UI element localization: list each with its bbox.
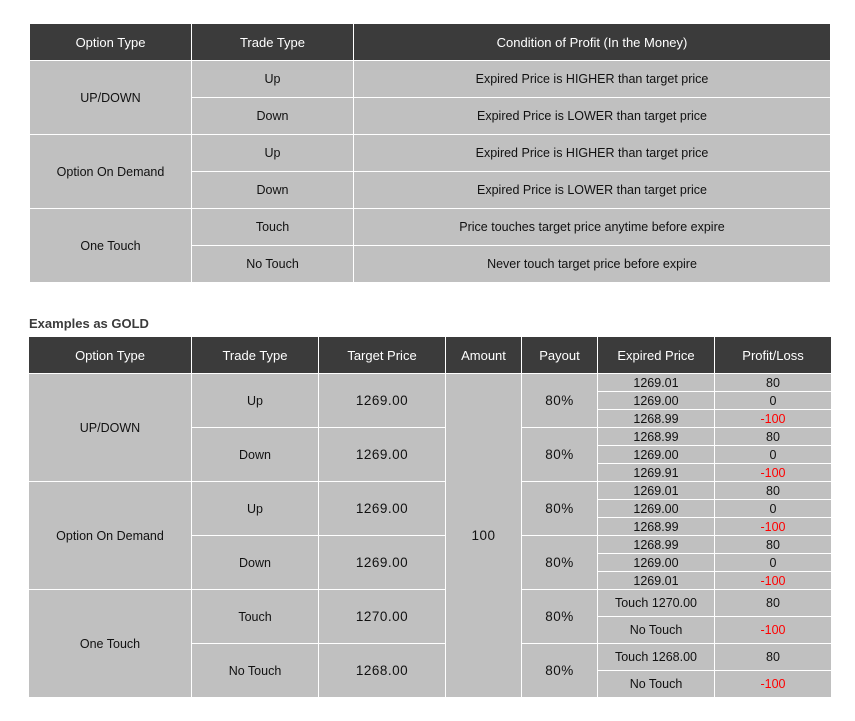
target-price-cell: 1269.00 <box>319 428 446 482</box>
expired-price-cell: 1269.01 <box>598 482 715 500</box>
conditions-table <box>29 23 831 283</box>
table-row <box>30 135 831 172</box>
profit-loss-cell: 0 <box>715 500 832 518</box>
profit-loss-cell: 80 <box>715 644 832 671</box>
option-type-cell: UP/DOWN <box>29 374 192 482</box>
examples-header-row <box>29 337 832 374</box>
payout-cell: 80% <box>522 428 598 482</box>
profit-loss-cell: 80 <box>715 590 832 617</box>
option-type-cell: UP/DOWN <box>30 61 192 135</box>
condition-cell: Expired Price is HIGHER than target price <box>354 135 831 172</box>
payout-cell: 80% <box>522 374 598 428</box>
trade-type-cell: Touch <box>192 209 354 246</box>
payout-cell: 80% <box>522 644 598 698</box>
trade-type-cell: Up <box>192 482 319 536</box>
option-type-cell: One Touch <box>30 209 192 283</box>
condition-cell: Expired Price is LOWER than target price <box>354 172 831 209</box>
table-row <box>29 590 832 617</box>
trade-type-cell: Up <box>192 135 354 172</box>
expired-price-cell: Touch 1270.00 <box>598 590 715 617</box>
expired-price-cell: Touch 1268.00 <box>598 644 715 671</box>
trade-type-cell: Down <box>192 172 354 209</box>
expired-price-cell: 1268.99 <box>598 410 715 428</box>
table-row <box>29 482 832 500</box>
expired-price-cell: 1269.00 <box>598 446 715 464</box>
table-row <box>30 209 831 246</box>
trade-type-cell: No Touch <box>192 644 319 698</box>
trade-type-cell: Touch <box>192 590 319 644</box>
expired-price-cell: 1268.99 <box>598 536 715 554</box>
header-payout: Payout <box>522 337 598 374</box>
expired-price-cell: 1269.91 <box>598 464 715 482</box>
trade-type-cell: Down <box>192 428 319 482</box>
expired-price-cell: 1269.01 <box>598 572 715 590</box>
condition-cell: Never touch target price before expire <box>354 246 831 283</box>
target-price-cell: 1269.00 <box>319 536 446 590</box>
condition-cell: Expired Price is LOWER than target price <box>354 98 831 135</box>
trade-type-cell: Down <box>192 536 319 590</box>
profit-loss-cell: 0 <box>715 446 832 464</box>
condition-cell: Expired Price is HIGHER than target price <box>354 61 831 98</box>
option-type-cell: Option On Demand <box>29 482 192 590</box>
expired-price-cell: 1269.00 <box>598 554 715 572</box>
profit-loss-cell: -100 <box>715 617 832 644</box>
payout-cell: 80% <box>522 536 598 590</box>
header-profit-loss: Profit/Loss <box>715 337 832 374</box>
profit-loss-cell: -100 <box>715 410 832 428</box>
conditions-header-row <box>30 24 831 61</box>
expired-price-cell: 1268.99 <box>598 518 715 536</box>
trade-type-cell: No Touch <box>192 246 354 283</box>
profit-loss-cell: 80 <box>715 374 832 392</box>
header-option-type: Option Type <box>29 337 192 374</box>
expired-price-cell: 1269.01 <box>598 374 715 392</box>
trade-type-cell: Up <box>192 61 354 98</box>
trade-type-cell: Down <box>192 98 354 135</box>
profit-loss-cell: -100 <box>715 671 832 698</box>
profit-loss-cell: -100 <box>715 518 832 536</box>
target-price-cell: 1269.00 <box>319 482 446 536</box>
expired-price-cell: 1269.00 <box>598 392 715 410</box>
expired-price-cell: 1268.99 <box>598 428 715 446</box>
target-price-cell: 1270.00 <box>319 590 446 644</box>
target-price-cell: 1268.00 <box>319 644 446 698</box>
profit-loss-cell: -100 <box>715 572 832 590</box>
option-type-cell: One Touch <box>29 590 192 698</box>
header-option-type: Option Type <box>30 24 192 61</box>
amount-cell: 100 <box>446 374 522 698</box>
header-expired-price: Expired Price <box>598 337 715 374</box>
header-trade-type: Trade Type <box>192 337 319 374</box>
profit-loss-cell: 80 <box>715 482 832 500</box>
payout-cell: 80% <box>522 482 598 536</box>
expired-price-cell: No Touch <box>598 617 715 644</box>
header-condition: Condition of Profit (In the Money) <box>354 24 831 61</box>
expired-price-cell: No Touch <box>598 671 715 698</box>
profit-loss-cell: 80 <box>715 536 832 554</box>
header-trade-type: Trade Type <box>192 24 354 61</box>
profit-loss-cell: -100 <box>715 464 832 482</box>
expired-price-cell: 1269.00 <box>598 500 715 518</box>
target-price-cell: 1269.00 <box>319 374 446 428</box>
examples-heading: Examples as GOLD <box>29 316 149 331</box>
option-type-cell: Option On Demand <box>30 135 192 209</box>
trade-type-cell: Up <box>192 374 319 428</box>
profit-loss-cell: 0 <box>715 392 832 410</box>
profit-loss-cell: 80 <box>715 428 832 446</box>
table-row <box>29 374 832 392</box>
header-target-price: Target Price <box>319 337 446 374</box>
payout-cell: 80% <box>522 590 598 644</box>
header-amount: Amount <box>446 337 522 374</box>
examples-table <box>28 336 832 698</box>
condition-cell: Price touches target price anytime before expire <box>354 209 831 246</box>
table-row <box>30 61 831 98</box>
profit-loss-cell: 0 <box>715 554 832 572</box>
